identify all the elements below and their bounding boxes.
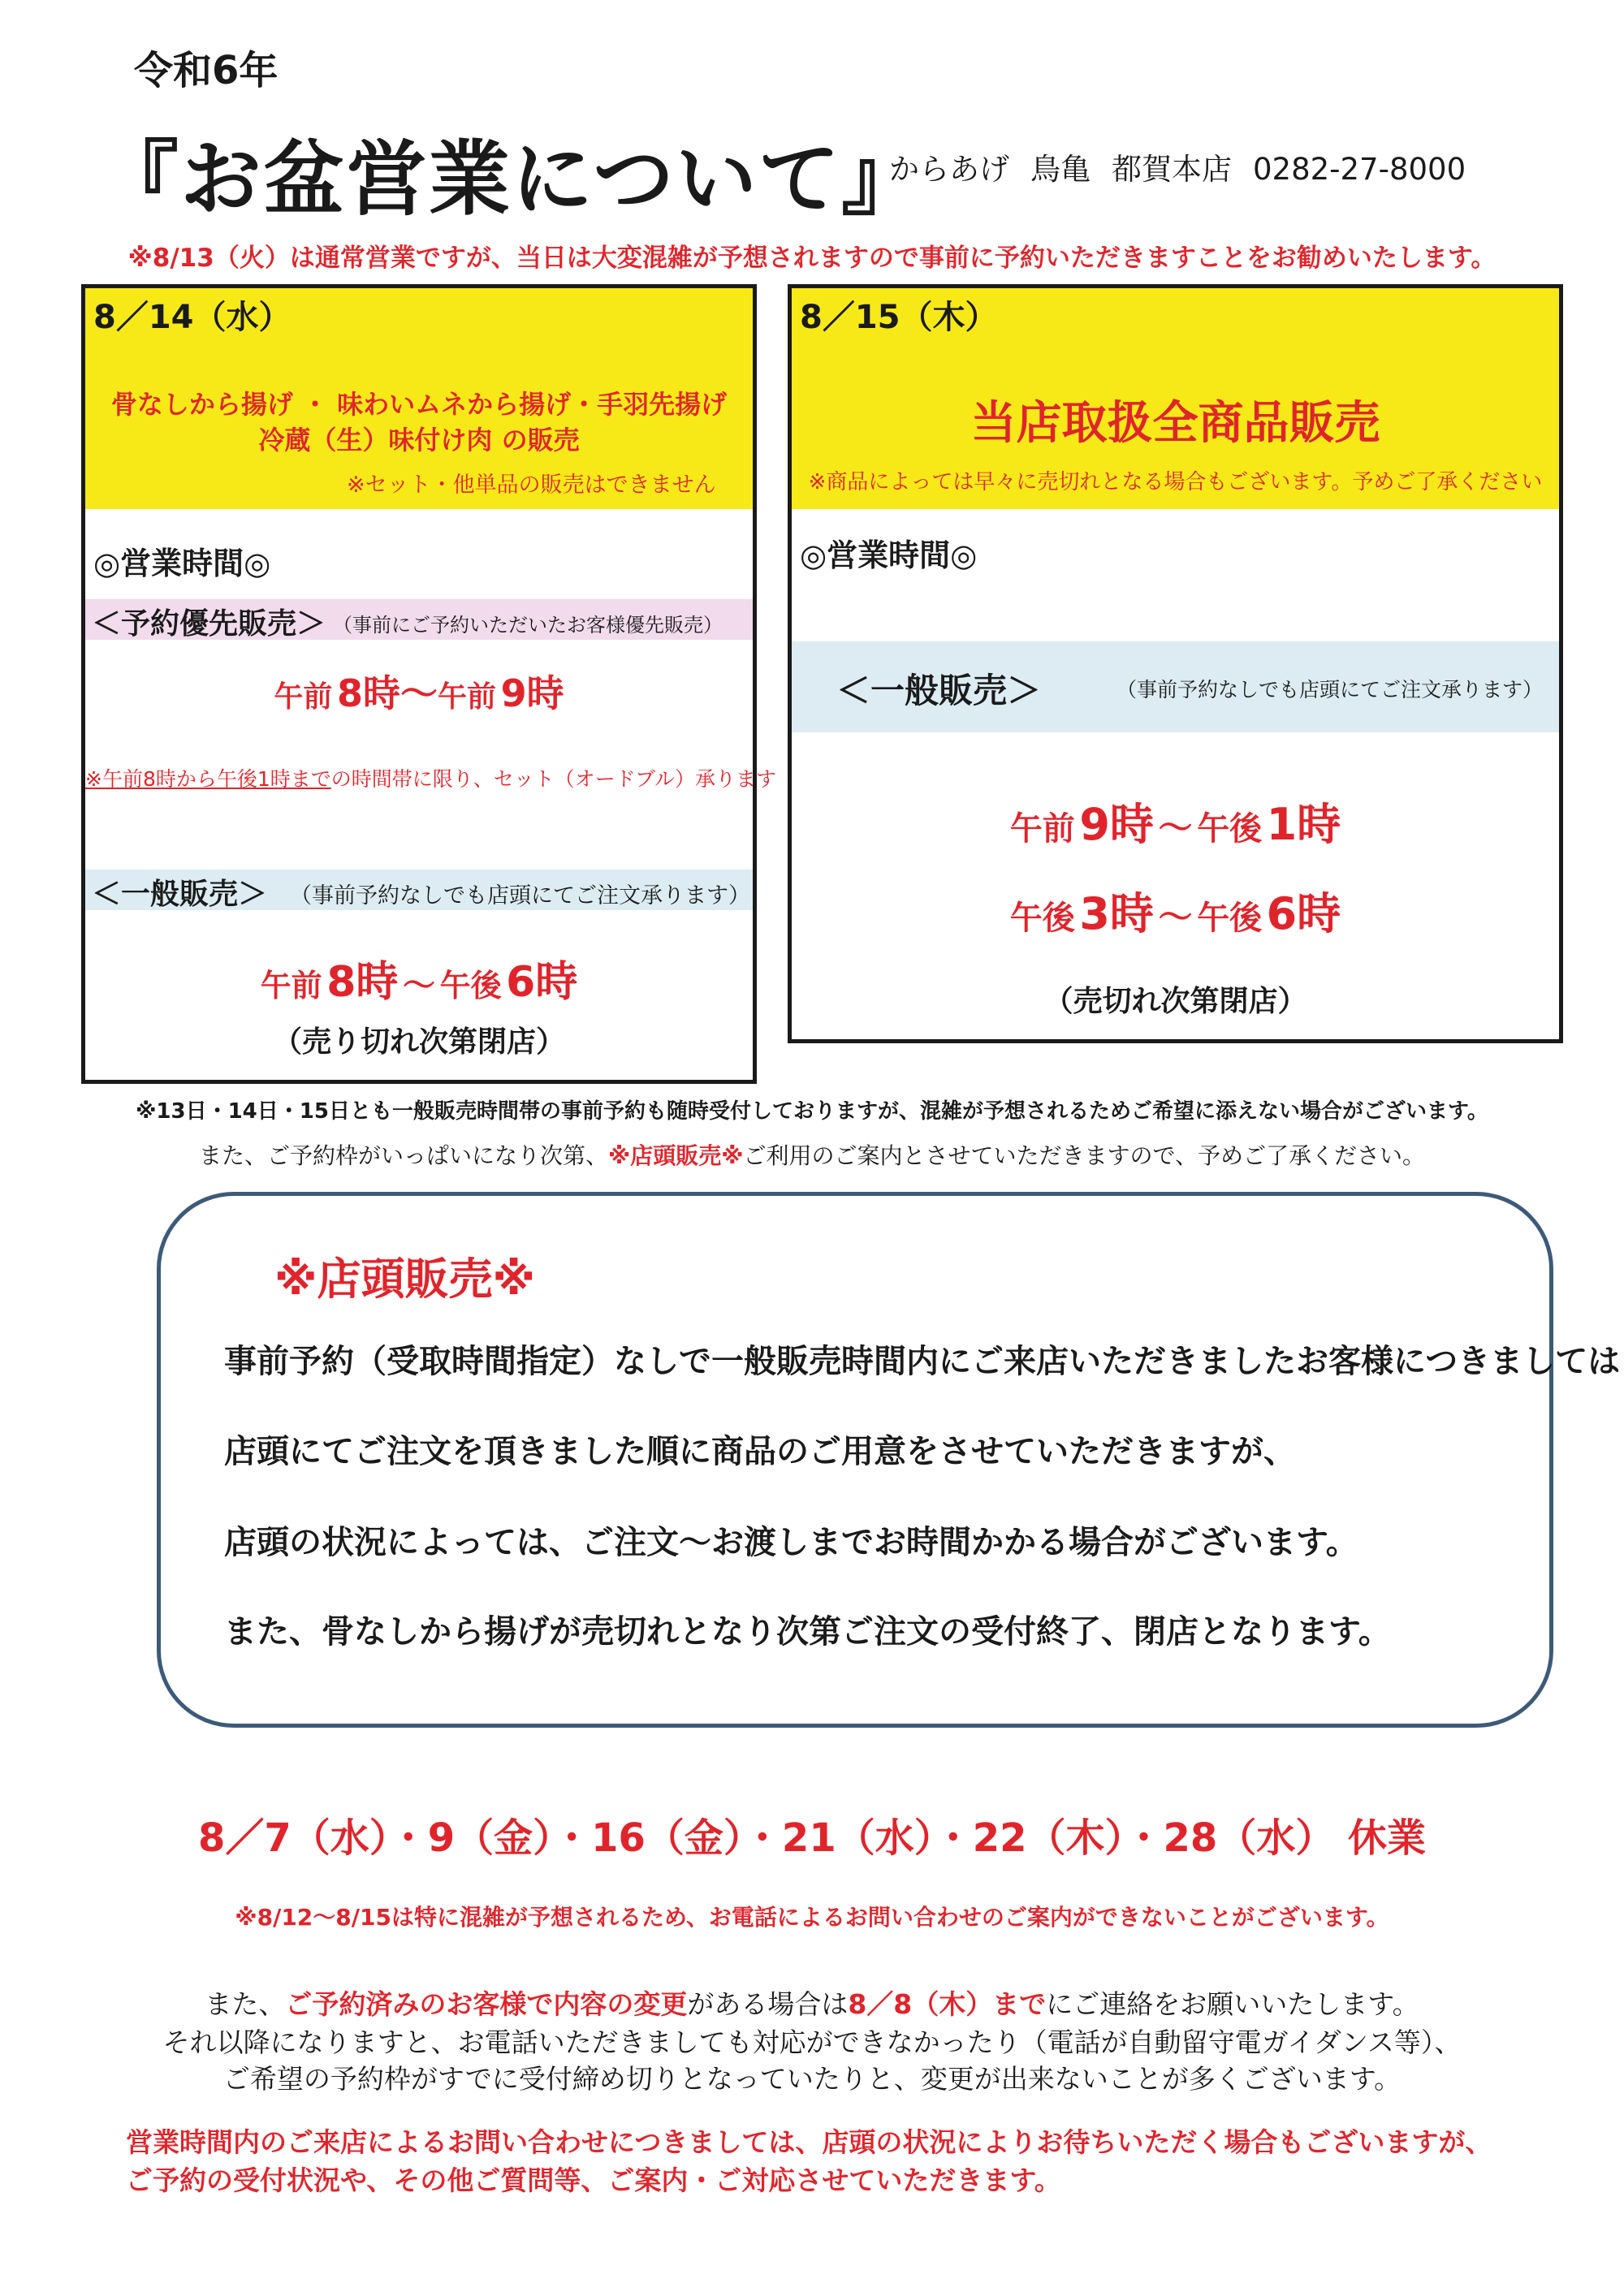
day14-hours-heading: ◎営業時間◎ <box>93 546 271 581</box>
day14-reserve-desc: （事前にご予約いただいたお客様優先販売） <box>333 614 723 637</box>
change-notice-line3: ご希望の予約枠がすでに受付締め切りとなっていたりと、変更が出来ないことが多くございます。 <box>222 2063 1402 2095</box>
day15-date: 8／15（木） <box>800 299 998 336</box>
change-l1-a: また、 <box>205 1988 286 2020</box>
storefront-title: ※店頭販売※ <box>274 1254 535 1305</box>
day15-hours-heading: ◎営業時間◎ <box>800 537 978 573</box>
day15-general-desc: （事前予約なしでも店頭にてご注文承ります） <box>1116 678 1544 701</box>
middle-note-line2-a: また、ご予約枠がいっぱいになり次第、 <box>199 1142 609 1169</box>
era-label: 令和6年 <box>134 48 279 93</box>
day14-items-line1: 骨なしから揚げ ・ 味わいムネから揚げ・手羽先揚げ <box>110 389 728 420</box>
change-l1-e: にご連絡をお願いいたします。 <box>1046 1988 1419 2020</box>
shop-name: 鳥亀 <box>1030 152 1091 187</box>
day14-general-label: ＜一般販売＞ <box>92 878 268 911</box>
day14-reserve-time <box>85 664 753 718</box>
day14-close-note: （売り切れ次第閉店） <box>272 1025 565 1059</box>
holidays: 8／7（水）・9（金）・16（金）・21（水）・22（木）・28（水） 休業 <box>197 1815 1427 1861</box>
day14-items-note: ※セット・他単品の販売はできません <box>347 473 716 498</box>
day15-general-label: ＜一般販売＞ <box>836 671 1042 710</box>
notice-13: ※8/13（火）は通常営業ですが、当日は大変混雑が予想されますので事前に予約いただきますことをお勧めいたします。 <box>127 244 1497 273</box>
day15-slot1-sep: ～ <box>1158 808 1193 848</box>
day14-reserve-to-ampm: 午前 <box>438 680 497 714</box>
day14-reserve-to: 9時 <box>500 671 564 715</box>
shop-phone: 0282-27-8000 <box>1253 152 1466 187</box>
day14-general-to: 6時 <box>506 958 578 1007</box>
day15-slot2-to-ampm: 午後 <box>1197 900 1263 937</box>
day15-slot2 <box>792 879 1559 942</box>
phone-note: ※8/12～8/15は特に混雑が予想されるため、お電話によるお問い合わせのご案内ができないことがございます。 <box>235 1904 1389 1931</box>
change-notice-line1 <box>0 1983 1624 2022</box>
day14-items-line2: 冷蔵（生）味付け肉 の販売 <box>258 425 580 455</box>
day14-general-from: 8時 <box>326 958 399 1007</box>
day14-set-note <box>85 763 777 792</box>
storefront-line2: 店頭にてご注文を頂きました順に商品のご用意をさせていただきますが、 <box>224 1433 1296 1470</box>
day14-general-sep: ～ <box>403 967 435 1004</box>
shop-category: からあげ <box>889 152 1009 187</box>
day14-reserve-label: ＜予約優先販売＞ <box>92 607 326 641</box>
day15-slot2-from-ampm: 午後 <box>1009 900 1075 937</box>
storefront-panel <box>157 1192 1621 1728</box>
shop-branch: 都賀本店 <box>1112 152 1232 187</box>
page-title: 『お盆営業について』 <box>97 132 924 227</box>
day15-slot2-sep: ～ <box>1158 897 1193 937</box>
middle-note-line2 <box>0 1138 1624 1171</box>
day14-general-to-ampm: 午後 <box>439 968 502 1003</box>
shop-info <box>889 145 1487 188</box>
day14-panel <box>81 284 777 1084</box>
day15-slot1-from-ampm: 午前 <box>1009 810 1075 848</box>
day15-slot1-to-ampm: 午後 <box>1197 810 1263 848</box>
storefront-line1: 事前予約（受取時間指定）なしで一般販売時間内にご来店いただきましたお客様につきましては <box>224 1343 1621 1380</box>
day14-reserve-sep: ～ <box>400 671 438 715</box>
day15-headline: 当店取扱全商品販売 <box>970 397 1380 450</box>
day15-panel <box>788 284 1563 1043</box>
visit-notice-line1: 営業時間内のご来店によるお問い合わせにつきましては、店頭の状況によりお待ちいただく場合もございますが、 <box>126 2126 1492 2158</box>
day14-reserve-from: 8時 <box>336 671 400 715</box>
middle-note-line2-c: ご利用のご案内とさせていただきますので、予めご了承ください。 <box>743 1142 1425 1169</box>
storefront-line4: また、骨なしから揚げが売切れとなり次第ご注文の受付終了、閉店となります。 <box>224 1613 1391 1651</box>
day14-general-desc: （事前予約なしでも店頭にてご注文承ります） <box>290 883 750 908</box>
middle-note-line1: ※13日・14日・15日とも一般販売時間帯の事前予約も随時受付しておりますが、混雑が予想されるためご希望に添えない場合がございます。 <box>136 1099 1488 1124</box>
middle-note-storefront: ※店頭販売※ <box>608 1142 744 1169</box>
day14-set-note-hours: ※午前8時から午後1時まで <box>85 767 331 791</box>
day14-reserve-bar <box>85 599 753 640</box>
change-notice-line2: それ以降になりますと、お電話いただきましても対応ができなかったり（電話が自動留守電ガイダンス等）、 <box>162 2026 1462 2058</box>
change-l1-d: 8／8（木）まで <box>848 1988 1047 2020</box>
day14-reserve-from-ampm: 午前 <box>274 680 333 714</box>
day14-general-time <box>85 947 753 1008</box>
change-l1-c: がある場合は <box>687 1988 849 2020</box>
visit-notice-line2: ご予約の受付状況や、その他ご質問等、ご案内・ご対応させていただきます。 <box>126 2164 1061 2196</box>
storefront-line3: 店頭の状況によっては、ご注文～お渡しまでお時間かかる場合がございます。 <box>224 1524 1358 1561</box>
day14-general-from-ampm: 午前 <box>260 968 322 1003</box>
day15-general-bar <box>792 641 1559 732</box>
day15-slot1-from: 9時 <box>1079 799 1154 850</box>
day14-set-note-desc: の時間帯に限り、セット（オードブル）承ります <box>330 767 777 791</box>
day15-close-note: （売切れ次第閉店） <box>1043 985 1307 1018</box>
change-l1-b: ご予約済みのお客様で内容の変更 <box>285 1988 688 2020</box>
day15-slot2-to: 6時 <box>1266 888 1341 939</box>
day15-highlight <box>792 288 1559 509</box>
day14-highlight <box>85 288 753 509</box>
day14-general-bar <box>85 870 753 910</box>
day15-slot1-to: 1時 <box>1266 799 1341 850</box>
day15-slot1 <box>792 790 1559 852</box>
day14-date: 8／14（水） <box>93 299 292 336</box>
day15-slot2-from: 3時 <box>1079 888 1154 939</box>
day15-note: ※商品によっては早々に売切れとなる場合もございます。予めご了承ください <box>808 470 1543 494</box>
